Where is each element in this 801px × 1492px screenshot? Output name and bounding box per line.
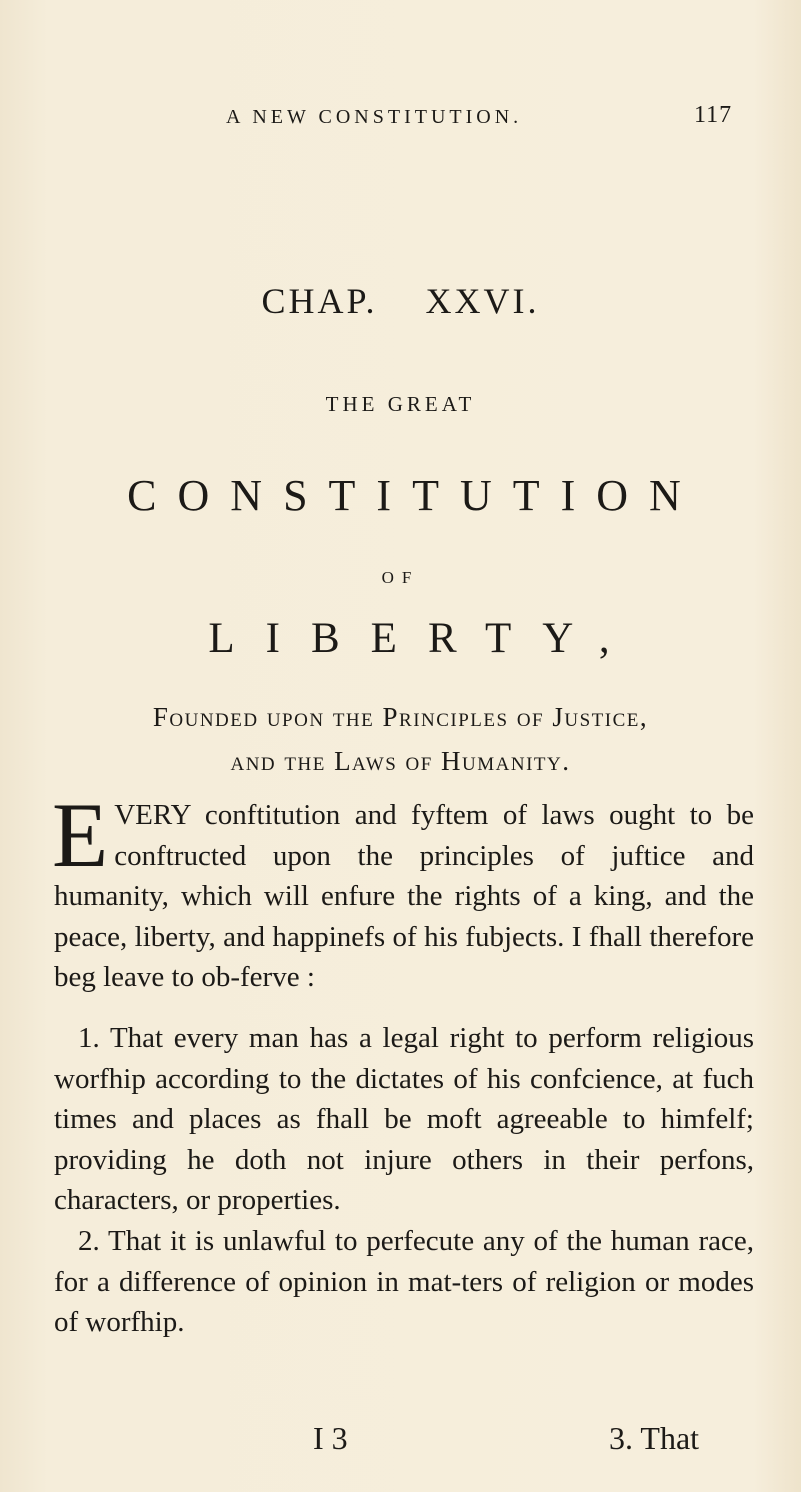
subtitle-line-2: and the Laws of Humanity. (230, 746, 571, 776)
chapter-heading (0, 280, 801, 322)
chapter-word: CHAP. (261, 281, 378, 321)
paragraph-intro (52, 784, 754, 998)
subtitle-line-1: Founded upon the Principles of Justice, (152, 702, 649, 732)
page-footer (0, 1420, 801, 1460)
title-constitution: CONSTITUTION (127, 471, 702, 520)
chapter-number: XXVI. (425, 281, 540, 321)
signature-mark: I 3 (313, 1420, 348, 1456)
running-head (0, 100, 801, 140)
title-liberty: LIBERTY, (208, 615, 641, 662)
drop-cap: E (52, 784, 109, 886)
page-number: 117 (694, 102, 733, 128)
running-head-title: A NEW CONSTITUTION. (226, 106, 523, 128)
title-of: OF (381, 568, 420, 587)
paragraph-intro-text: VERY conftitution and fyftem of laws ought to be conftructed upon the principles of juftice and humanity, which will enfure the rights of a king, and the peace, liberty, and happinefs of his fubjects. I fhall therefore beg leave to ob-ferve : (54, 799, 754, 993)
catchword: 3. That (609, 1420, 700, 1456)
title-the-great: THE GREAT (325, 392, 476, 416)
paragraph-point-1: 1. That every man has a legal right to perform religious worfhip according to the dictates of his confcience, at fuch times and places as fhall be moft agreeable to himfelf; providing he doth not injure others in their perfons, characters, or properties. (54, 1022, 754, 1216)
paragraph-point-2: 2. That it is unlawful to perfecute any of the human race, for a difference of opinion in mat-ters of religion or modes of worfhip. (54, 1225, 754, 1338)
